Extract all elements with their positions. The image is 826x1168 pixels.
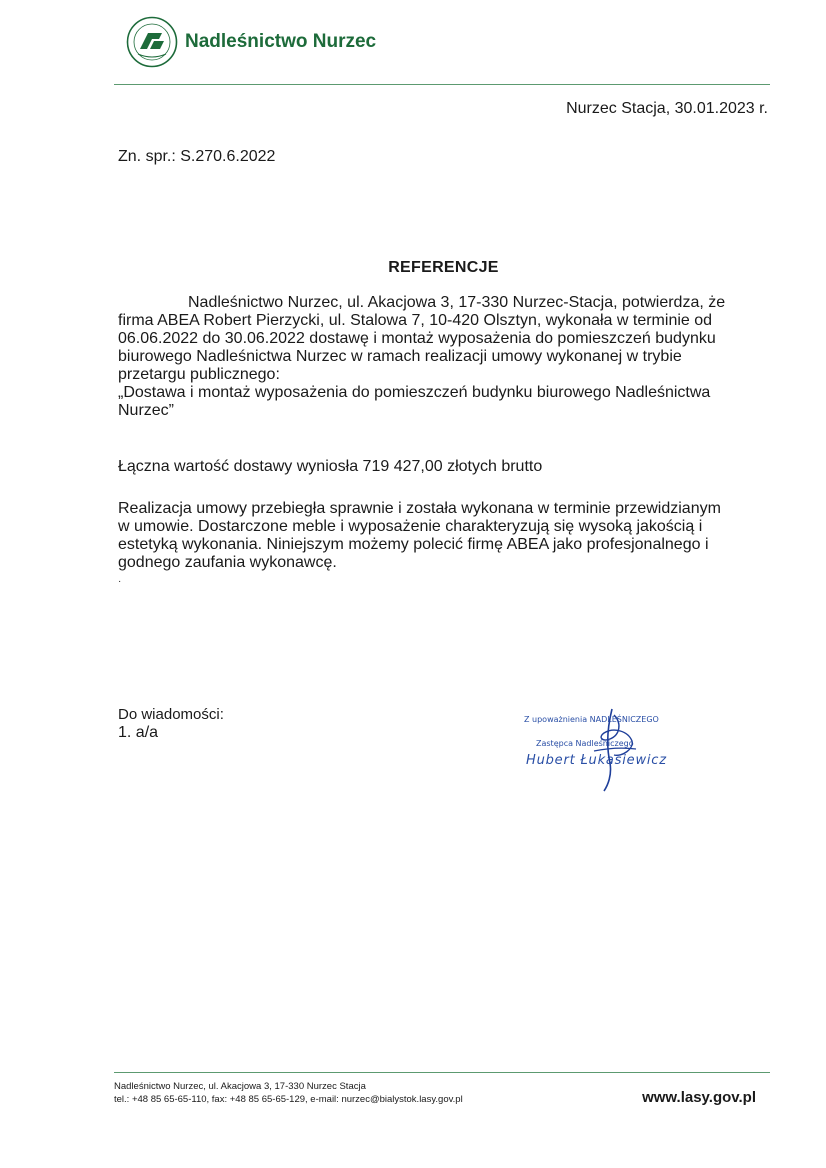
org-name: Nadleśnictwo Nurzec bbox=[185, 31, 377, 52]
footer-contact-line: tel.: +48 85 65-65-110, fax: +48 85 65-65-129, e-mail: nurzec@bialystok.lasy.gov.pl bbox=[114, 1094, 463, 1105]
text-line: „Dostawa i montaż wyposażenia do pomieszczeń budynku biurowego Nadleśnictwa bbox=[118, 384, 711, 401]
signature-stamp bbox=[520, 705, 690, 795]
paragraph-confirmation bbox=[118, 294, 725, 420]
case-reference: Zn. spr.: S.270.6.2022 bbox=[118, 148, 276, 165]
text-line: przetargu publicznego: bbox=[118, 366, 280, 383]
text-line: Nadleśnictwo Nurzec, ul. Akacjowa 3, 17-330 Nurzec-Stacja, potwierdza, że bbox=[188, 294, 726, 311]
distribution-list bbox=[118, 706, 224, 742]
cc-item: 1. a/a bbox=[118, 724, 159, 741]
text-line: firma ABEA Robert Pierzycki, ul. Stalowa 7, 10-420 Olsztyn, wykonała w terminie od bbox=[118, 312, 713, 329]
stamp-name-line: Hubert Łukasiewicz bbox=[526, 753, 667, 768]
text-line: w umowie. Dostarczone meble i wyposażenie charakteryzują się wysoką jakością i bbox=[118, 518, 703, 535]
total-value-line: Łączna wartość dostawy wyniosła 719 427,00 złotych brutto bbox=[118, 458, 543, 475]
stray-mark: · bbox=[118, 576, 122, 587]
text-line: godnego zaufania wykonawcę. bbox=[118, 554, 337, 571]
header-divider bbox=[114, 84, 770, 85]
text-line: Realizacja umowy przebiegła sprawnie i została wykonana w terminie przewidzianym bbox=[118, 500, 721, 517]
stamp-authority-line: Z upoważnienia NADLEŚNICZEGO bbox=[524, 715, 659, 724]
footer-divider bbox=[114, 1072, 770, 1073]
stamp-title-line: Zastępca Nadleśniczego bbox=[536, 739, 634, 748]
document-title: REFERENCJE bbox=[388, 259, 499, 276]
lasy-panstwowe-logo-icon bbox=[126, 16, 178, 68]
footer-contact bbox=[114, 1080, 463, 1106]
footer-address-line: Nadleśnictwo Nurzec, ul. Akacjowa 3, 17-330 Nurzec Stacja bbox=[114, 1081, 366, 1092]
text-line: Nurzec” bbox=[118, 402, 175, 419]
text-line: 06.06.2022 do 30.06.2022 dostawę i montaż wyposażenia do pomieszczeń budynku bbox=[118, 330, 716, 347]
handwritten-signature-icon bbox=[570, 705, 650, 795]
text-line: estetyką wykonania. Niniejszym możemy polecić firmę ABEA jako profesjonalnego i bbox=[118, 536, 709, 553]
text-line: biurowego Nadleśnictwa Nurzec w ramach realizacji umowy wykonanej w trybie bbox=[118, 348, 682, 365]
paragraph-recommendation bbox=[118, 500, 721, 572]
cc-label: Do wiadomości: bbox=[118, 706, 224, 723]
website-link[interactable]: www.lasy.gov.pl bbox=[642, 1089, 756, 1106]
place-date: Nurzec Stacja, 30.01.2023 r. bbox=[566, 100, 768, 117]
